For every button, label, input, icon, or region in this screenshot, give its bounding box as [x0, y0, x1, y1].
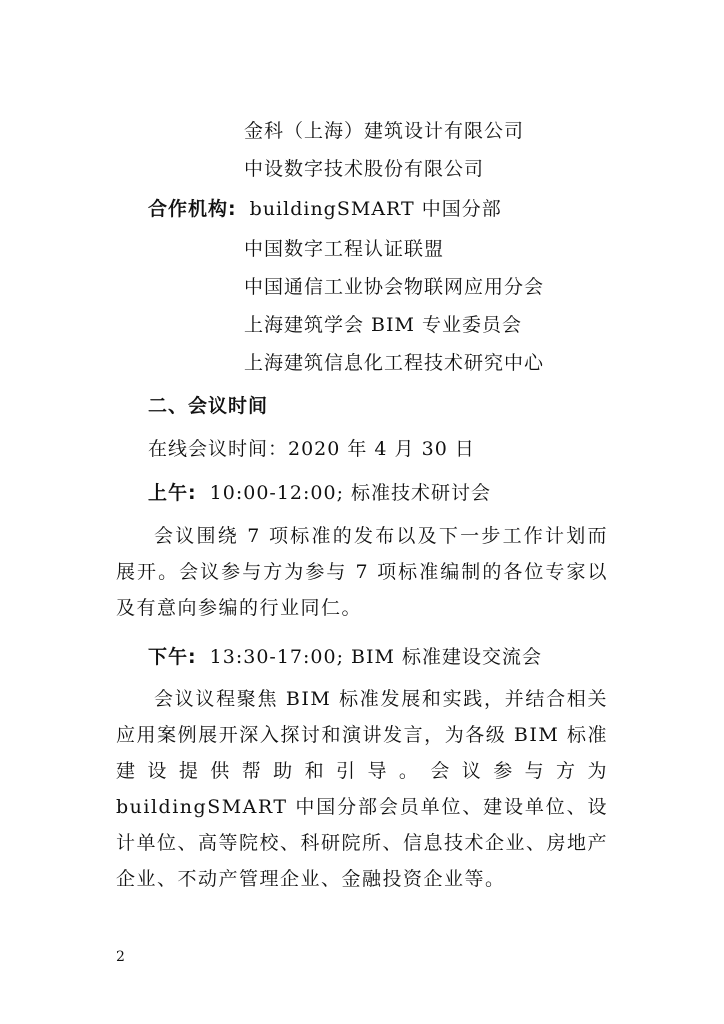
- organizer-item: 金科（上海）建筑设计有限公司: [244, 120, 525, 142]
- cooperation-row: [148, 197, 502, 221]
- page-number: 2: [116, 949, 125, 965]
- online-meeting-time: 在线会议时间：2020 年 4 月 30 日: [148, 438, 475, 460]
- section-heading: 二、会议时间: [148, 395, 269, 417]
- afternoon-label: 下午:: [148, 646, 197, 668]
- morning-paragraph: 会议围绕 7 项标准的发布以及下一步工作计划而展开。会议参与方为参与 7 项标准编制的各位专家以及有意向参编的行业同仁。: [116, 525, 608, 619]
- cooperation-item: 上海建筑信息化工程技术研究中心: [244, 352, 545, 374]
- afternoon-schedule: 13:30-17:00; BIM 标准建设交流会: [209, 646, 542, 668]
- cooperation-item: 上海建筑学会 BIM 专业委员会: [244, 314, 523, 336]
- cooperation-label: 合作机构:: [148, 198, 237, 220]
- cooperation-item: buildingSMART 中国分部: [249, 198, 502, 220]
- morning-label: 上午:: [148, 482, 197, 504]
- morning-row: [148, 481, 491, 505]
- morning-schedule: 10:00-12:00; 标准技术研讨会: [209, 482, 492, 504]
- afternoon-row: [148, 645, 542, 669]
- organizer-item: 中设数字技术股份有限公司: [244, 158, 485, 180]
- cooperation-item: 中国通信工业协会物联网应用分会: [244, 276, 545, 298]
- cooperation-item: 中国数字工程认证联盟: [244, 238, 445, 260]
- afternoon-paragraph: 会议议程聚焦 BIM 标准发展和实践，并结合相关应用案例展开深入探讨和演讲发言，为各级 BIM 标准建设提供帮助和引导。会议参与方为 buildingSMART 中国分部会员单位、建设单位、设计单位、高等院校、科研院所、信息技术企业、房地产企业、不动产管理企业、金融投资企业等。: [116, 688, 609, 890]
